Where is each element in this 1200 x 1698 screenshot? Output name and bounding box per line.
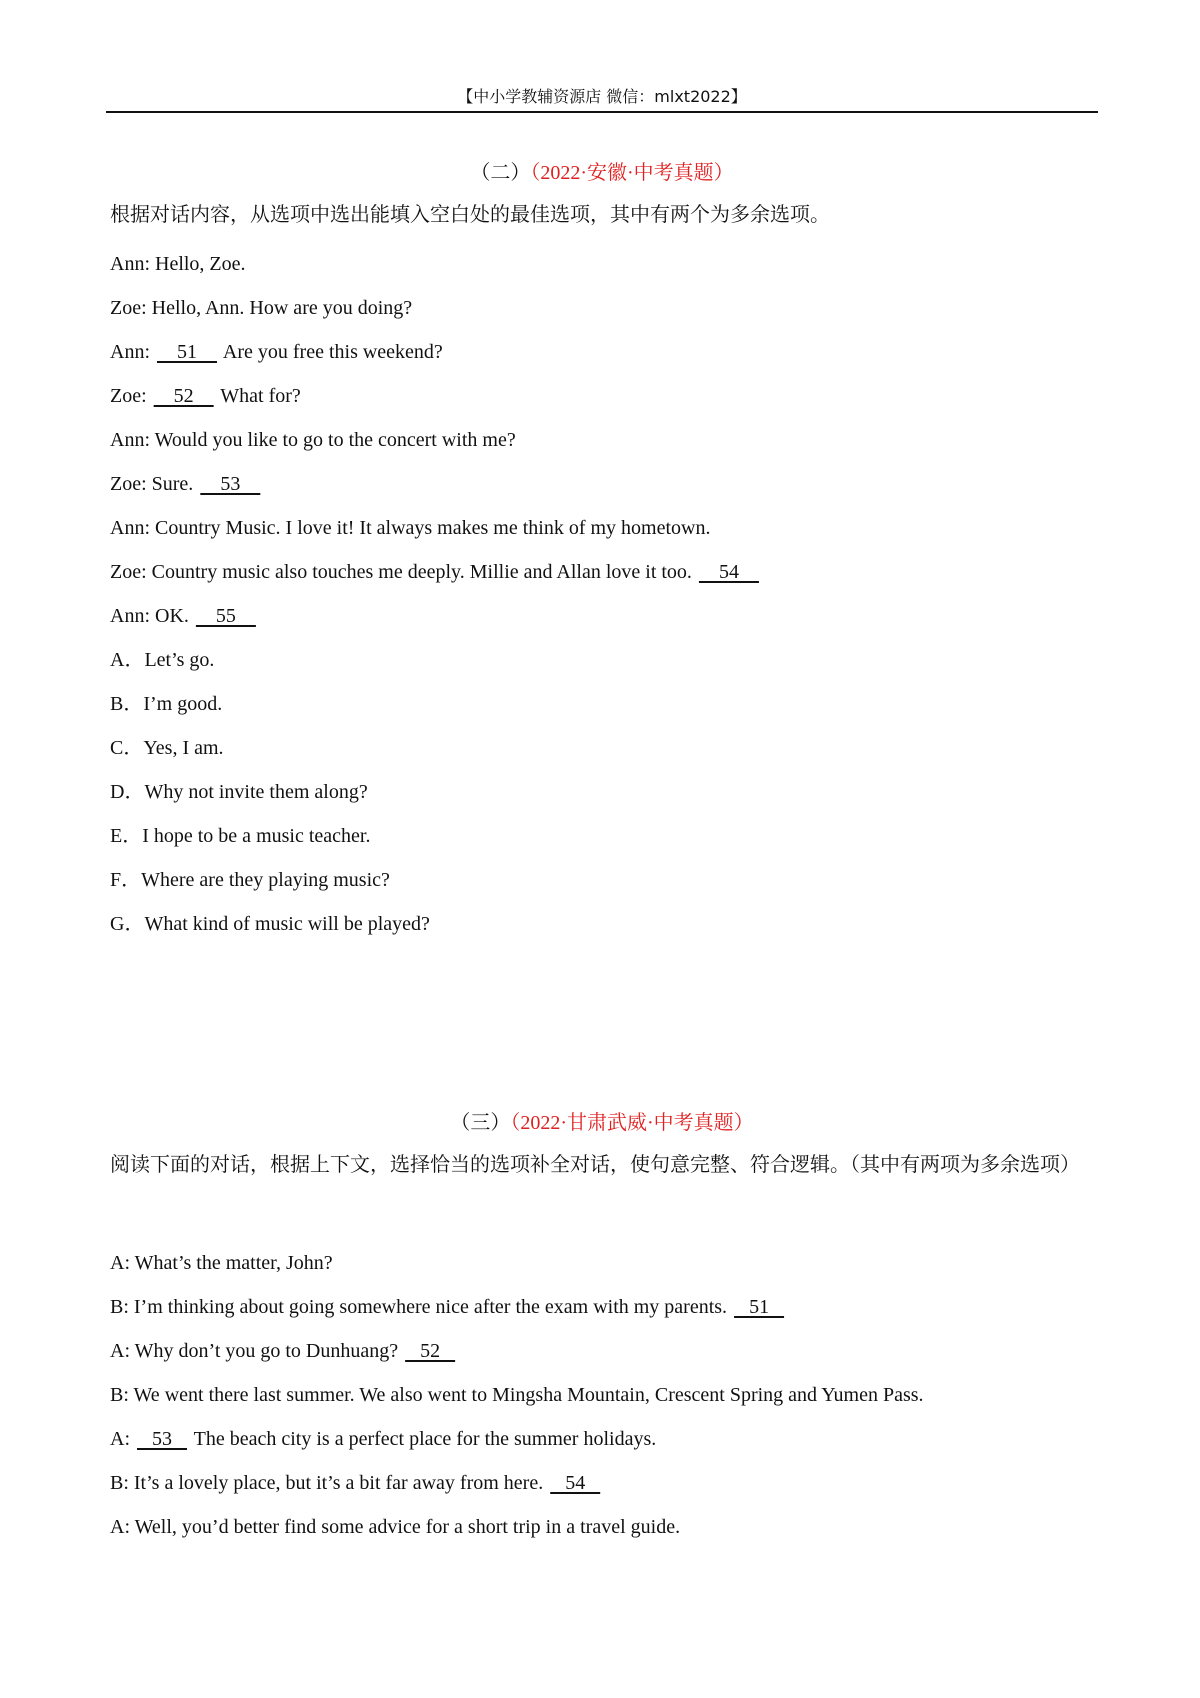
dialog-text: B: It’s a lovely place, but it’s a bit far away from here. — [110, 1472, 549, 1494]
answer-blank: 52 — [153, 385, 214, 407]
dialog-text-after-blank: Are you free this weekend? — [219, 341, 443, 363]
section2-dialog-line — [110, 604, 258, 628]
section3-dialog-line — [110, 1295, 786, 1319]
option-item: B．I’m good. — [110, 693, 223, 715]
answer-blank: 51 — [734, 1296, 785, 1318]
dialog-text: A: What’s the matter, John? — [110, 1252, 333, 1274]
answer-blank: 55 — [195, 605, 256, 627]
option-item: F．Where are they playing music? — [110, 869, 390, 891]
answer-blank: 53 — [200, 473, 261, 495]
answer-blank: 54 — [550, 1472, 601, 1494]
section3-title — [106, 1106, 1098, 1135]
dialog-text: A: — [110, 1428, 135, 1450]
section2-dialog-line — [110, 340, 443, 364]
section2-title-source: （2022·安徽·中考真题） — [530, 162, 734, 184]
answer-blank: 53 — [137, 1428, 187, 1450]
section3-dialog-line — [110, 1251, 333, 1275]
dialog-text: Ann: Hello, Zoe. — [110, 253, 246, 275]
dialog-text: A: Why don’t you go to Dunhuang? — [110, 1340, 404, 1362]
option-item: C．Yes, I am. — [110, 737, 224, 759]
dialog-text: B: We went there last summer. We also went to Mingsha Mountain, Crescent Spring and Yumen Pass. — [110, 1384, 924, 1406]
section3-instruction: 阅读下面的对话，根据上下文，选择恰当的选项补全对话，使句意完整、符合逻辑。（其中有两项为多余选项） — [110, 1154, 1080, 1176]
dialog-text: Ann: Country Music. I love it! It always makes me think of my hometown. — [110, 517, 711, 539]
section3-dialog-line — [110, 1515, 680, 1539]
section2-title — [106, 156, 1098, 185]
section3-title-source: （2022·甘肃武威·中考真题） — [510, 1112, 754, 1134]
dialog-text: B: I’m thinking about going somewhere nice after the exam with my parents. — [110, 1296, 733, 1318]
answer-blank: 52 — [405, 1340, 456, 1362]
option-item: A．Let’s go. — [110, 649, 215, 671]
header-divider — [106, 111, 1098, 113]
option-item: G．What kind of music will be played? — [110, 913, 430, 935]
dialog-text-after-blank: What for? — [215, 385, 301, 407]
section2-dialog-line — [110, 384, 301, 408]
section2-dialog-line — [110, 472, 262, 496]
answer-blank: 51 — [157, 341, 217, 363]
section2-instruction: 根据对话内容，从选项中选出能填入空白处的最佳选项，其中有两个为多余选项。 — [110, 204, 830, 226]
option-item: D．Why not invite them along? — [110, 781, 368, 803]
section2-dialog-line — [110, 252, 246, 276]
option-item: E．I hope to be a music teacher. — [110, 825, 371, 847]
dialog-text: Zoe: Country music also touches me deeply. Millie and Allan love it too. — [110, 561, 697, 583]
section2-dialog-line — [110, 428, 516, 452]
dialog-text-after-blank: The beach city is a perfect place for the summer holidays. — [189, 1428, 657, 1450]
dialog-text: Zoe: Sure. — [110, 473, 199, 495]
section2-dialog-line — [110, 560, 761, 584]
section2-title-prefix: （二） — [470, 162, 531, 184]
section3-dialog-line — [110, 1427, 656, 1451]
section3-dialog-line — [110, 1383, 924, 1407]
dialog-text: Ann: — [110, 341, 155, 363]
dialog-text: A: Well, you’d better find some advice for a short trip in a travel guide. — [110, 1516, 681, 1538]
dialog-text: Zoe: Hello, Ann. How are you doing? — [110, 297, 413, 319]
section2-dialog-line — [110, 516, 710, 540]
section2-dialog-line — [110, 296, 412, 320]
dialog-text: Ann: Would you like to go to the concert with me? — [110, 429, 516, 451]
section3-dialog-line — [110, 1339, 457, 1363]
section3-dialog-line — [110, 1471, 602, 1495]
section3-title-prefix: （三） — [450, 1112, 511, 1134]
dialog-text: Ann: OK. — [110, 605, 194, 627]
page-header: 【中小学教辅资源店 微信：mlxt2022】 — [457, 87, 747, 106]
answer-blank: 54 — [698, 561, 759, 583]
dialog-text: Zoe: — [110, 385, 152, 407]
